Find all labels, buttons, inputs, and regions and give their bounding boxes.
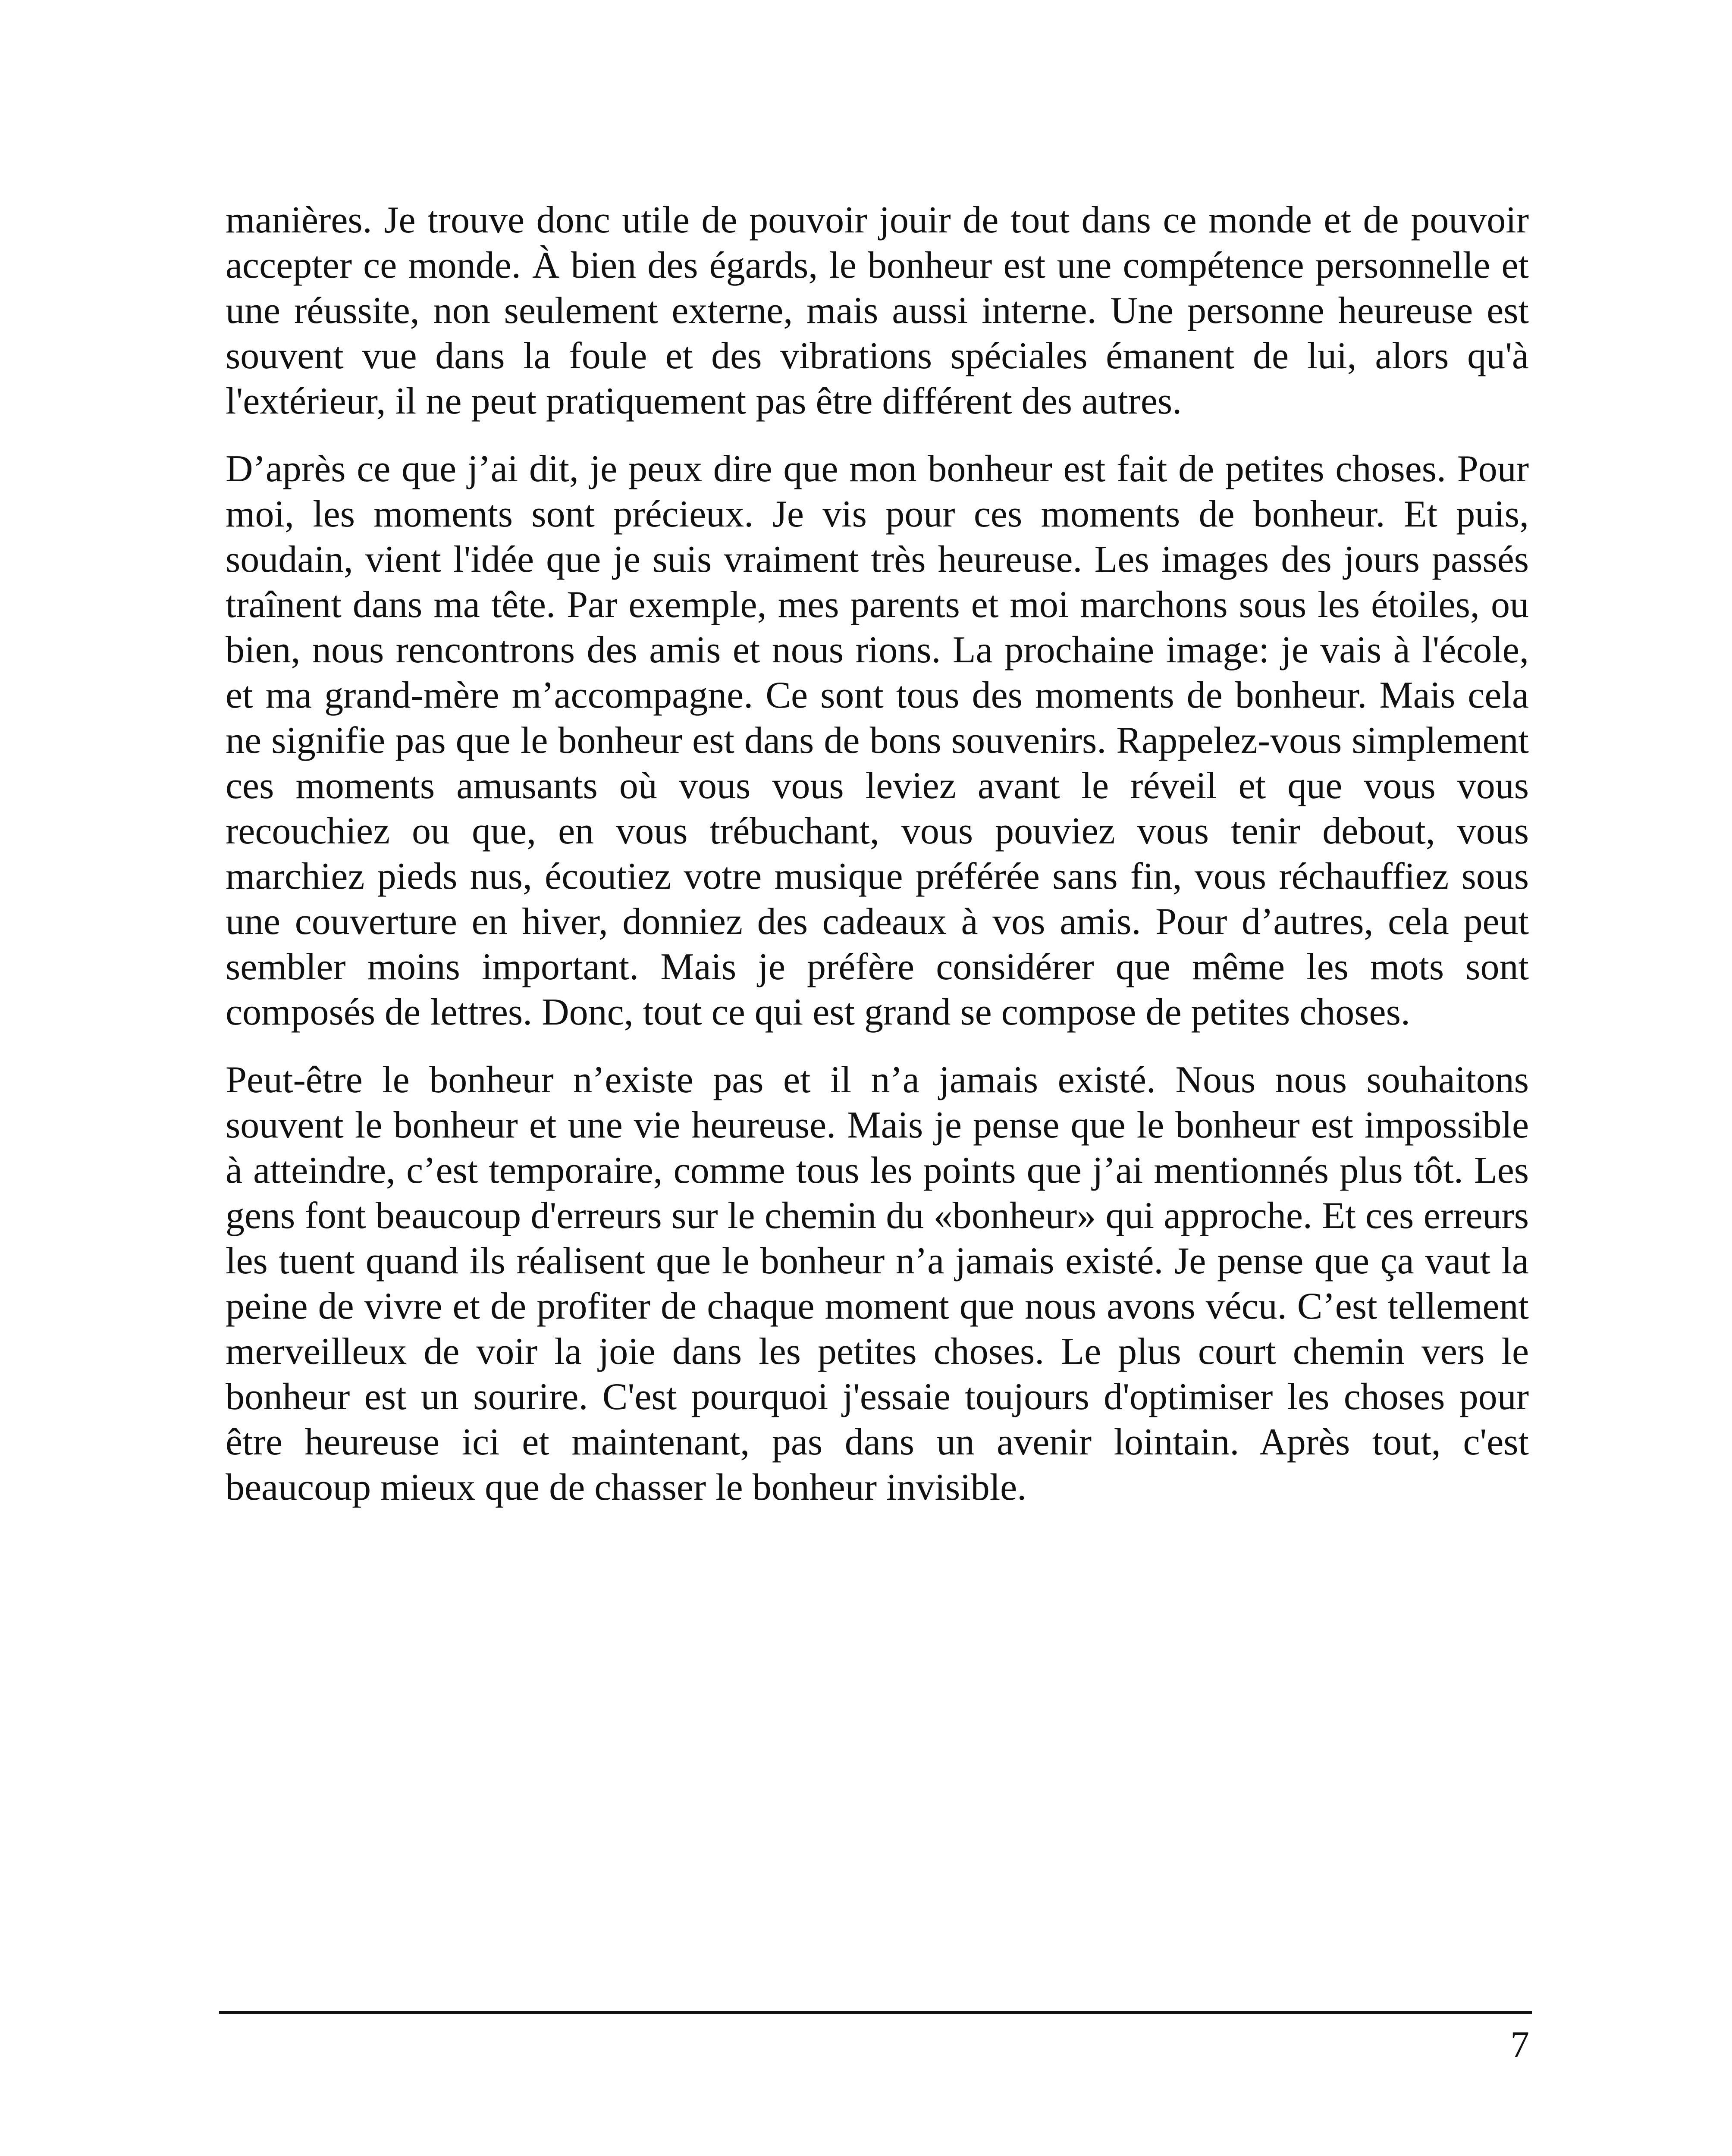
paragraph-1: manières. Je trouve donc utile de pouvoir jouir de tout dans ce monde et de pouvoir accepter ce monde. À bien des égards, le bonheur est une compétence personnelle et une réussite, non seulement externe, mais aussi interne. Une personne heureuse est souvent vue dans la foule et des vibrations spéciales émanent de lui, alors qu'à l'extérieur, il ne peut pratiquement pas être différent des autres. [226, 199, 1529, 422]
paragraph-2: D’après ce que j’ai dit, je peux dire que mon bonheur est fait de petites choses. Pour moi, les moments sont précieux. Je vis pour ces moments de bonheur. Et puis, soudain, vient l'idée que je suis vraiment très heureuse. Les images des jours passés traînent dans ma tête. Par exemple, mes parents et moi marchons sous les étoiles, ou bien, nous rencontrons des amis et nous rions. La prochaine image: je vais à l'école, et ma grand-mère m’accompagne. Ce sont tous des moments de bonheur. Mais cela ne signifie pas que le bonheur est dans de bons souvenirs. Rappelez-vous simplement ces moments amusants où vous vous leviez avant le réveil et que vous vous recouchiez ou que, en vous trébuchant, vous pouviez vous tenir debout, vous marchiez pieds nus, écoutiez votre musique préférée sans fin, vous réchauffiez sous une couverture en hiver, donniez des cadeaux à vos amis. Pour d’autres, cela peut sembler moins important. Mais je préfère considérer que même les mots sont composés de lettres. Donc, tout ce qui est grand se compose de petites choses. [226, 448, 1529, 1033]
page-number: 7 [1510, 2024, 1529, 2066]
footer-divider [219, 2011, 1532, 2014]
body-text [226, 197, 1529, 1532]
paragraph-3: Peut-être le bonheur n’existe pas et il n’a jamais existé. Nous nous souhaitons souvent le bonheur et une vie heureuse. Mais je pense que le bonheur est impossible à atteindre, c’est temporaire, comme tous les points que j’ai mentionnés plus tôt. Les gens font beaucoup d'erreurs sur le chemin du «bonheur» qui approche. Et ces erreurs les tuent quand ils réalisent que le bonheur n’a jamais existé. Je pense que ça vaut la peine de vivre et de profiter de chaque moment que nous avons vécu. C’est tellement merveilleux de voir la joie dans les petites choses. Le plus court chemin vers le bonheur est un sourire. C'est pourquoi j'essaie toujours d'optimiser les choses pour être heureuse ici et maintenant, pas dans un avenir lointain. Après tout, c'est beaucoup mieux que de chasser le bonheur invisible. [226, 1059, 1529, 1508]
